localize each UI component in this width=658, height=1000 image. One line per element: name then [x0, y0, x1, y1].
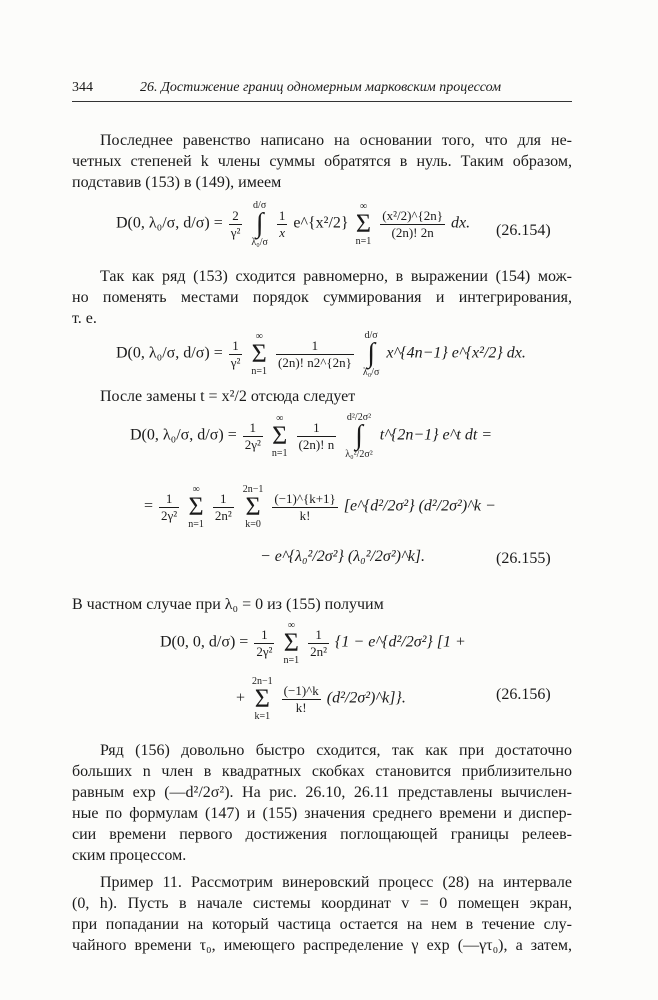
eq-body: − e^{λ₀²/2σ²} (λ₀²/2σ²)^k]. — [260, 548, 426, 565]
lower-limit: k=1 — [254, 711, 271, 722]
lower-limit: n=1 — [271, 448, 288, 459]
paragraph-6 — [72, 872, 572, 956]
equation-26-156-line-2: + 2n−1 Σ k=1 $\frac{(-1)\^{}k}{k!}$ (d²/2σ²)^k]}. — [236, 676, 406, 722]
upper-limit: 2n−1 — [252, 676, 273, 687]
integrand: x^{4n−1} e^{x²/2} dx. — [386, 344, 526, 362]
fraction — [254, 627, 274, 660]
equation-number: (26.155) — [496, 550, 551, 567]
equation-number: (26.154) — [496, 222, 551, 239]
numerator: (−1)^k — [283, 682, 319, 698]
upper-limit: d²/2σ² — [346, 412, 372, 423]
paragraph-2 — [72, 266, 572, 329]
text-line: Так как ряд (153) сходится равномерно, в выражении (154) мож- — [100, 268, 572, 285]
text-line: Пример 11. Рассмотрим винеровский процесс (28) на интервале — [100, 874, 572, 891]
fraction — [159, 491, 179, 524]
equation-26-155-line-3 — [260, 548, 425, 566]
text-line: равным exp (—d²/2σ²). На рис. 26.10, 26.11 представлены вычислен- — [72, 784, 572, 801]
fraction — [277, 208, 288, 241]
exp-term: e^{x²/2} — [293, 214, 349, 232]
summation: ∞ Σ n=1 — [283, 620, 300, 666]
eq-body: {1 − e^{d²/2σ²} [1 + — [335, 633, 466, 651]
lower-limit: λ₀/σ — [362, 367, 380, 378]
text-line: (0, h). Пусть в начале системы координат v = 0 помещен экран, — [72, 895, 572, 912]
numerator: 1 — [243, 420, 263, 437]
numerator: 2 — [229, 208, 243, 225]
denominator: 2γ² — [244, 436, 261, 452]
fraction — [380, 208, 445, 241]
integral: d²/2σ² ∫ λ₀²/2σ² — [345, 412, 373, 460]
denominator: (2n)! n2^{2n} — [278, 354, 352, 370]
numerator: (−1)^{k+1} — [274, 490, 336, 506]
eq-lhs: D(0, λ₀/σ, d/σ) = — [116, 344, 223, 362]
numerator: 1 — [254, 627, 274, 644]
paragraph-1 — [72, 130, 572, 193]
text-line: т. е. — [72, 310, 97, 327]
upper-limit: 2n−1 — [242, 484, 264, 495]
upper-limit: d/σ — [253, 200, 267, 211]
denominator: 2γ² — [256, 643, 273, 659]
text-line: подставив (153) в (149), имеем — [72, 174, 282, 191]
header-rule — [72, 101, 572, 102]
summation: ∞ Σ n=1 — [251, 331, 268, 377]
eq-lhs: D(0, λ₀/σ, d/σ) = — [116, 214, 223, 232]
lower-limit: k=0 — [245, 519, 261, 530]
text-line: Ряд (156) довольно быстро сходится, так как при достаточно — [100, 742, 572, 759]
text-line: Последнее равенство написано на основании того, что для не- — [100, 132, 572, 149]
denominator: k! — [299, 507, 311, 523]
text-line: сии времени первого достижения поглощающей границы релеев- — [72, 826, 572, 843]
numerator: 1 — [213, 491, 234, 508]
integrand: t^{2n−1} e^t dt = — [379, 426, 493, 444]
text-line: чайного времени τ₀, имеющего распределение γ exp (—γτ₀), а затем, — [72, 937, 572, 954]
eq-lhs: D(0, λ₀/σ, d/σ) = — [130, 426, 237, 444]
text-line: В частном случае при λ₀ = 0 из (155) получим — [72, 596, 384, 613]
summation: 2n−1 Σ k=1 — [252, 676, 273, 722]
numerator: 1 — [229, 338, 243, 355]
summation: ∞ Σ n=1 — [355, 201, 372, 247]
eq-body: (d²/2σ²)^k]}. — [326, 689, 406, 707]
fraction — [297, 420, 337, 453]
upper-limit: ∞ — [255, 331, 263, 342]
text-line: больших n член в квадратных скобках становится приблизительно — [72, 763, 572, 780]
denominator: (2n)! 2n — [391, 224, 434, 240]
numerator: 1 — [278, 207, 286, 223]
numerator: 1 — [308, 627, 329, 644]
fraction — [213, 491, 234, 524]
denominator: 2n² — [310, 643, 328, 659]
fraction — [276, 338, 354, 371]
lower-limit: n=1 — [251, 366, 268, 377]
eq-tail: dx. — [451, 214, 471, 232]
fraction — [282, 683, 321, 716]
fraction — [229, 338, 243, 371]
running-title: 26. Достижение границ одномерным марковским процессом — [140, 80, 502, 95]
lower-limit: n=1 — [355, 236, 372, 247]
denominator: (2n)! n — [298, 436, 335, 452]
text-line: при попадании на который частица остается на нем в течение слу- — [72, 916, 572, 933]
numerator: 1 — [297, 420, 337, 437]
summation: ∞ Σ n=1 — [188, 484, 204, 530]
eq-body: [e^{d²/2σ²} (d²/2σ²)^k − — [343, 497, 496, 515]
denominator: x — [279, 224, 286, 240]
denominator: γ² — [230, 354, 241, 370]
lower-limit: λ₀²/2σ² — [345, 449, 373, 460]
integral: d/σ ∫ λ₀/σ — [251, 200, 268, 248]
text-line: но поменять местами порядок суммирования и интегрирования, — [72, 289, 572, 306]
lower-limit: λ₀/σ — [251, 237, 268, 248]
upper-limit: ∞ — [192, 484, 200, 495]
paragraph-4 — [72, 594, 572, 615]
denominator: γ² — [230, 224, 241, 240]
equation-unnumbered — [116, 330, 526, 378]
summation: ∞ Σ n=1 — [271, 413, 288, 459]
integral: d/σ ∫ λ₀/σ — [362, 330, 380, 378]
eq-lhs: D(0, 0, d/σ) = — [160, 633, 249, 651]
upper-limit: ∞ — [276, 413, 284, 424]
equation-26-155-line-1 — [130, 412, 492, 460]
numerator: 1 — [276, 338, 354, 355]
upper-limit: ∞ — [287, 620, 295, 631]
text-line: После замены t = x²/2 отсюда следует — [100, 388, 356, 405]
paragraph-3 — [72, 386, 572, 407]
denominator: k! — [295, 699, 307, 715]
summation: 2n−1 Σ k=0 — [242, 484, 264, 530]
denominator: 2n² — [214, 507, 232, 523]
page-number: 344 — [72, 80, 93, 95]
lower-limit: n=1 — [283, 655, 300, 666]
lower-limit: n=1 — [188, 519, 204, 530]
fraction — [308, 627, 329, 660]
equation-26-155-line-2: = $\frac{1}{\text{2γ²}}$ ∞ Σ n=1 $\frac{1}{\text{2n²}}$ 2n−1 Σ k=0 $\frac{(-1)\^{}\{k+1\}}{k!}$ [e^{d²/2σ²} (d²/2σ²)^k − — [144, 484, 496, 530]
text-line: четных степеней k члены суммы обратятся в нуль. Таким образом, — [72, 153, 572, 170]
equation-number: (26.156) — [496, 686, 551, 703]
denominator: 2γ² — [161, 507, 178, 523]
fraction — [272, 491, 337, 524]
fraction — [229, 208, 243, 241]
text-line: ским процессом. — [72, 847, 187, 864]
paragraph-5 — [72, 740, 572, 866]
numerator: 1 — [159, 491, 179, 508]
fraction — [243, 420, 263, 453]
upper-limit: d/σ — [364, 330, 378, 341]
text-line: ные по формулам (147) и (155) значения среднего времени и диспер- — [72, 805, 572, 822]
equation-26-154 — [116, 200, 470, 248]
numerator: (x²/2)^{2n} — [382, 207, 443, 223]
equation-26-156-line-1 — [160, 620, 466, 666]
upper-limit: ∞ — [359, 201, 367, 212]
